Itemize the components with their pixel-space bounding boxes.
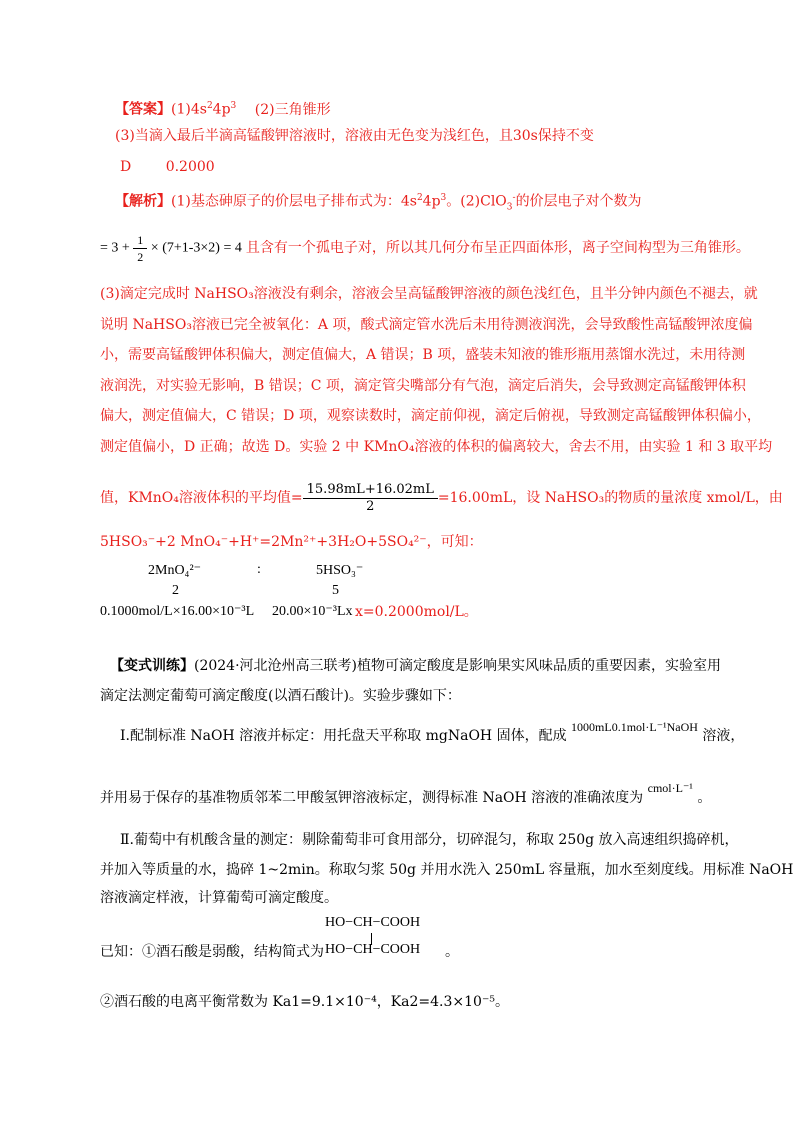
coef-left: 2 xyxy=(172,583,179,598)
exercise-line-2: 滴定法测定葡萄可滴定酸度(以酒石酸计)。实验步骤如下： xyxy=(100,688,461,704)
step1-line-2: 并用易于保存的基准物质邻苯二甲酸氢钾溶液标定，测得标准 NaOH 溶液的准确浓度为 cmol·L⁻¹ 。 xyxy=(100,781,712,806)
fraction-half: $\frac{1}{2}$ xyxy=(133,232,147,265)
analysis-tag: 【解析】 xyxy=(115,193,171,210)
step2-line-3: 溶液滴定样液，计算葡萄可滴定酸度。 xyxy=(100,890,338,906)
analysis-p3-line: 液润洗，对实验无影响，B 错误；C 项，滴定管尖嘴部分有气泡，滴定后消失，会导致测定高锰酸钾体积 xyxy=(100,377,746,394)
result-value: x=0.2000mol/L。 xyxy=(355,604,478,620)
exercise-tag: 【变式训练】 xyxy=(110,658,194,674)
analysis-p3-lines xyxy=(100,279,772,462)
amount-right: 20.00×10⁻³Lx xyxy=(272,604,353,619)
answer-line-choice: D 0.2000 xyxy=(120,159,215,175)
analysis-average-line: 值，KMnO₄溶液体积的平均值= $\frac{15.98mL+16.02mL}{2}$ =16.00mL，设 NaHSO₃的物质的量浓度 xmol/L，由 xyxy=(100,481,783,514)
step2-line-2: 并加入等质量的水，捣碎 1~2min。称取匀浆 50g 并用水洗入 250mL 容量瓶，加水至刻度线。用标准 NaOH xyxy=(100,862,794,878)
tartaric-struct-top: HO−CH−COOH xyxy=(325,915,421,930)
valence-equation: = 3 + $\frac{1}{2}$ × (7+1-3×2) = 4 xyxy=(100,232,242,264)
tartaric-struct-bottom: HO−CH−COOH xyxy=(325,942,421,957)
step2-line-1: Ⅱ.葡萄中有机酸含量的测定：剔除葡萄非可食用部分，切碎混匀，称取 250g 放入高速组织捣碎机， xyxy=(120,832,739,848)
step1-line-1: Ⅰ.配制标准 NaOH 溶液并标定：用托盘天平称取 mgNaOH 固体，配成 1000mL0.1mol·L⁻¹NaOH 溶液， xyxy=(120,720,745,744)
analysis-p3-line: (3)滴定完成时 NaHSO₃溶液没有剩余，溶液会呈高锰酸钾溶液的颜色浅红色，且半分钟内颜色不褪去，就 xyxy=(100,286,758,302)
analysis-p3-line: 说明 NaHSO₃溶液已完全被氧化：A 项，酸式滴定管水洗后未用待测液润洗，会导致酸性高锰酸钾浓度偏 xyxy=(100,316,753,333)
ratio-colon: : xyxy=(257,562,261,577)
ratio-right: 5HSO₃⁻ xyxy=(316,563,364,578)
analysis-paragraph-3 xyxy=(100,279,772,462)
answer-tag: 【答案】 xyxy=(115,101,171,118)
answer-line-1: 【答案】$(1)4s^24p^3$ (2)三角锥形 xyxy=(115,101,331,118)
known-1: 已知：①酒石酸是弱酸，结构简式为 xyxy=(100,944,324,960)
amount-left: 0.1000mol/L×16.00×10⁻³L xyxy=(100,604,255,619)
average-fraction: $\frac{15.98mL+16.02mL}{2}$ xyxy=(303,482,438,515)
analysis-p3-line: 测定值偏小，D 正确；故选 D。实验 2 中 KMnO₄溶液的体积的偏离较大，舍去不用，由实验 1 和 3 取平均 xyxy=(100,438,773,455)
analysis-equation-line: = 3 + $\frac{1}{2}$ × (7+1-3×2) = 4 且含有一个孤电子对，所以其几何分布呈正四面体形，离子空间构型为三角锥形。 xyxy=(100,232,750,264)
known-1-end: 。 xyxy=(445,944,459,960)
analysis-p3-line: 小，需要高锰酸钾体积偏大，测定值偏大，A 错误；B 项，盛装未知液的锥形瓶用蒸馏水洗过，未用待测 xyxy=(100,347,746,363)
answer-line-3: (3)当滴入最后半滴高锰酸钾溶液时，溶液由无色变为浅红色，且30s保持不变 xyxy=(115,128,594,144)
exercise-line-1: 【变式训练】(2024·河北沧州高三联考)植物可滴定酸度是影响果实风味品质的重要因素，实验室用 xyxy=(110,658,722,674)
known-2: ②酒石酸的电离平衡常数为 Ka1=9.1×10⁻⁴，Ka2=4.3×10⁻⁵。 xyxy=(100,994,509,1010)
ratio-left: 2MnO₄²⁻ xyxy=(148,563,202,578)
analysis-line-1: 【解析】(1)基态砷原子的价层电子排布式为：$4s^24p^3$。(2)ClO$_3$-的价层电子对个数为 xyxy=(115,193,642,213)
ionic-equation: 5HSO₃⁻+2 MnO₄⁻+H⁺=2Mn²⁺+3H₂O+5SO₄²⁻，可知： xyxy=(100,534,483,550)
coef-right: 5 xyxy=(332,583,339,598)
analysis-p3-line: 偏大，测定值偏大，C 错误；D 项，观察读数时，滴定前仰视，滴定后俯视，导致测定高锰酸钾体积偏小， xyxy=(100,408,761,424)
